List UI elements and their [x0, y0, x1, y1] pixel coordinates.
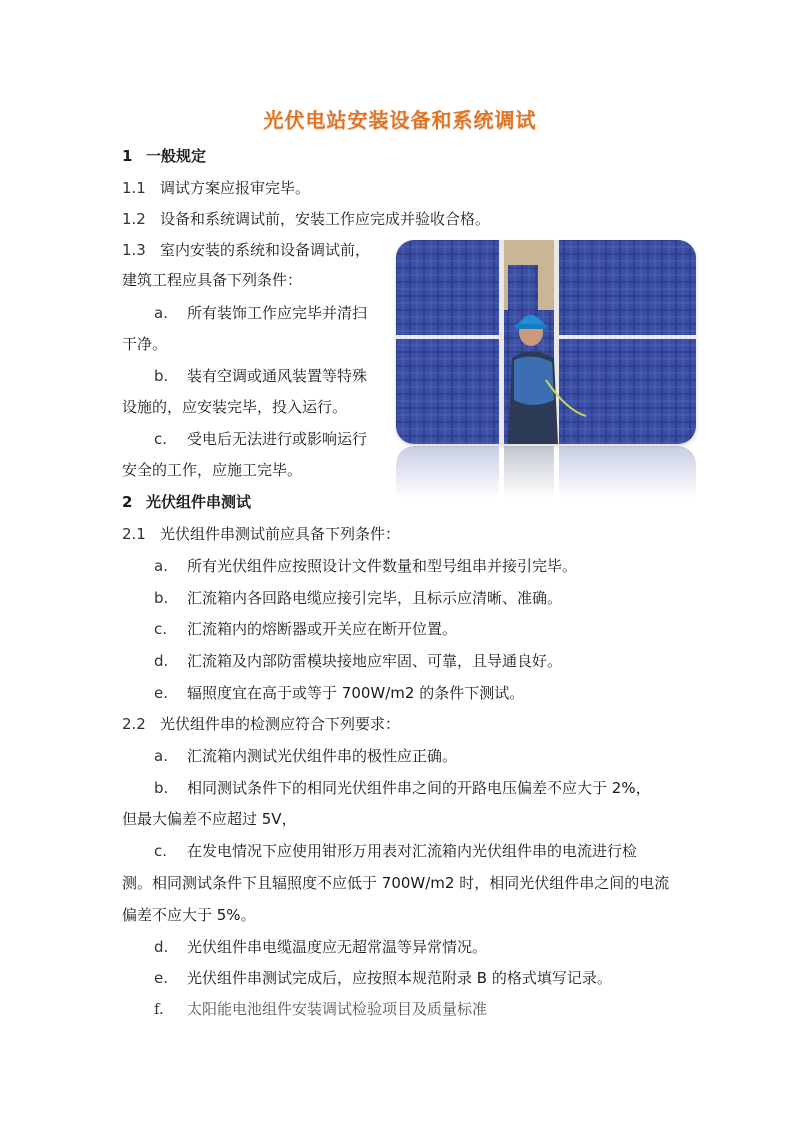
- list-text: 光伏组件串电缆温度应无超常温等异常情况。: [187, 938, 488, 956]
- list-item-f: [154, 999, 487, 1019]
- list-text: 光伏组件串测试完成后，应按照本规范附录 B 的格式填写记录。: [187, 969, 612, 987]
- clause-1-2: [122, 209, 490, 229]
- list-text: 汇流箱内测试光伏组件串的极性应正确。: [187, 747, 458, 765]
- list-item-c: [154, 841, 637, 861]
- solar-installation-photo: [396, 240, 696, 444]
- list-item-b: [154, 778, 651, 798]
- list-marker: d.: [154, 652, 169, 670]
- list-text-continued: 干净。: [122, 335, 168, 353]
- clause-2-1: [122, 524, 400, 544]
- list-text: 受电后无法进行或影响运行: [187, 430, 368, 448]
- list-marker: a.: [154, 304, 168, 322]
- list-text: 汇流箱内的熔断器或开关应在断开位置。: [187, 620, 458, 638]
- list-text-continued: 但最大偏差不应超过 5V，: [122, 810, 297, 828]
- list-text-continued: 设施的，应安装完毕，投入运行。: [122, 398, 348, 416]
- list-item-c: [154, 429, 367, 449]
- list-item-e: [154, 683, 524, 703]
- list-item-b: [154, 588, 562, 608]
- list-text-continued: 安全的工作，应施工完毕。: [122, 461, 303, 479]
- list-text: 太阳能电池组件安装调试检验项目及质量标准: [187, 1000, 488, 1018]
- list-marker: a.: [154, 747, 168, 765]
- list-marker: f.: [154, 1000, 164, 1018]
- clause-text: 光伏组件串的检测应符合下列要求：: [160, 715, 401, 733]
- clause-number: 2.1: [122, 525, 146, 543]
- section-title: 光伏组件串测试: [146, 493, 252, 511]
- list-item-a: [154, 556, 577, 576]
- list-marker: c.: [154, 842, 168, 860]
- list-item-d: [154, 651, 562, 671]
- list-marker: b.: [154, 589, 169, 607]
- clause-number: 2.2: [122, 715, 146, 733]
- list-marker: b.: [154, 367, 169, 385]
- clause-1-3: [122, 240, 370, 260]
- photo-reflection: [396, 446, 696, 498]
- list-text: 所有光伏组件应按照设计文件数量和型号组串并接引完毕。: [187, 557, 578, 575]
- list-marker: c.: [154, 620, 168, 638]
- list-text: 汇流箱及内部防雷模块接地应牢固、可靠，且导通良好。: [187, 652, 563, 670]
- clause-text: 室内安装的系统和设备调试前，: [160, 241, 371, 259]
- list-item-b: [154, 366, 367, 386]
- list-text: 相同测试条件下的相同光伏组件串之间的开路电压偏差不应大于 2%，: [187, 779, 651, 797]
- list-text-continued: 测。相同测试条件下且辐照度不应低于 700W/m2 时，相同光伏组件串之间的电流: [122, 874, 670, 892]
- section-1-heading: [122, 146, 206, 166]
- list-item-c: [154, 619, 457, 639]
- list-marker: e.: [154, 684, 168, 702]
- section-2-heading: [122, 492, 251, 512]
- list-text: 装有空调或通风装置等特殊: [187, 367, 368, 385]
- list-text: 在发电情况下应使用钳形万用表对汇流箱内光伏组件串的电流进行检: [187, 842, 638, 860]
- clause-2-2: [122, 714, 400, 734]
- list-marker: b.: [154, 779, 169, 797]
- list-item-a: [154, 746, 457, 766]
- section-number: 1: [122, 147, 133, 165]
- list-marker: e.: [154, 969, 168, 987]
- list-marker: d.: [154, 938, 169, 956]
- clause-text: 设备和系统调试前，安装工作应完成并验收合格。: [160, 210, 491, 228]
- clause-number: 1.2: [122, 210, 146, 228]
- section-title: 一般规定: [146, 147, 207, 165]
- section-number: 2: [122, 493, 133, 511]
- clause-text: 光伏组件串测试前应具备下列条件：: [160, 525, 401, 543]
- clause-number: 1.3: [122, 241, 146, 259]
- list-text: 辐照度宜在高于或等于 700W/m2 的条件下测试。: [187, 684, 525, 702]
- clause-text-continued: 建筑工程应具备下列条件：: [122, 271, 303, 289]
- list-marker: c.: [154, 430, 168, 448]
- list-text-continued: 偏差不应大于 5%。: [122, 906, 256, 924]
- clause-text: 调试方案应报审完毕。: [160, 179, 311, 197]
- list-item-a: [154, 303, 367, 323]
- page-title: 光伏电站安装设备和系统调试: [263, 108, 537, 132]
- list-marker: a.: [154, 557, 168, 575]
- list-text: 汇流箱内各回路电缆应接引完毕，且标示应清晰、准确。: [187, 589, 563, 607]
- clause-number: 1.1: [122, 179, 146, 197]
- list-item-d: [154, 937, 487, 957]
- clause-1-1: [122, 178, 310, 198]
- list-text: 所有装饰工作应完毕并清扫: [187, 304, 368, 322]
- list-item-e: [154, 968, 612, 988]
